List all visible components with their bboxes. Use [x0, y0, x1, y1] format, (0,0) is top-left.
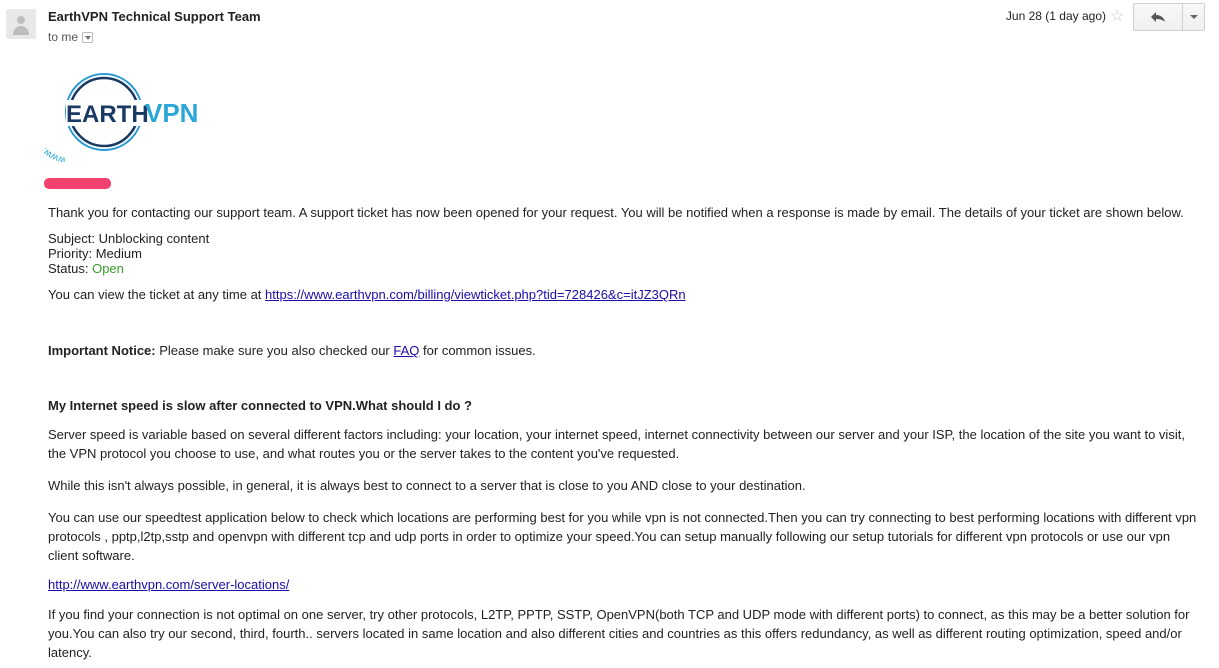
more-options-chevron-down-icon[interactable] [1183, 4, 1204, 30]
view-ticket-line: You can view the ticket at any time at https://www.earthvpn.com/billing/viewticket.php?tid=728426&c=itJZ3QRn [48, 287, 686, 302]
notice-label: Important Notice: [48, 343, 156, 358]
paragraph-close-server: While this isn't always possible, in general, it is always best to connect to a server that is close to you AND close to your destination. [48, 478, 806, 493]
logo-ring-text: ww [49, 150, 67, 162]
paragraph-speedtest: You can use our speedtest application below to check which locations are performing best for you while vpn is not connected.Then you can try connecting to best performing locations with different vpn protocols , pptp,l2tp,sstp and openvpn with different tcp and udp ports in order to optimize your speed.You can setup manually following our setup tutorials for different vpn protocols or use our vpn client software. [48, 510, 1197, 563]
priority-value: Medium [95, 246, 142, 261]
recipient-line [48, 30, 93, 44]
faq-link[interactable]: FAQ [393, 343, 420, 358]
server-locations-link[interactable]: http://www.earthvpn.com/server-locations/ [48, 577, 290, 592]
earthvpn-logo [44, 62, 204, 162]
intro-paragraph: Thank you for contacting our support team. A support ticket has now been opened for your request. You will be notified when a response is made by email. The details of your ticket are shown below. [48, 205, 1184, 220]
email-date: Jun 28 (1 day ago) [1005, 9, 1106, 23]
redaction-mark [44, 178, 111, 189]
svg-text:www.earthvpn.com [44, 88, 68, 162]
sender-avatar[interactable] [6, 9, 36, 39]
status-value: Open [92, 261, 124, 276]
reply-button[interactable] [1134, 4, 1183, 30]
important-notice: Important Notice: Please make sure you also checked our FAQ for common issues. [48, 343, 536, 358]
faq-heading: My Internet speed is slow after connected to VPN.What should I do ? [48, 398, 472, 413]
default-avatar-icon [17, 16, 25, 24]
status-line: Status: Open [48, 261, 124, 276]
subject-line: Subject: Unblocking content [48, 231, 210, 246]
sender-name[interactable]: EarthVPN Technical Support Team [48, 9, 261, 24]
show-details-dropdown-icon[interactable] [82, 32, 93, 43]
view-ticket-link[interactable]: https://www.earthvpn.com/billing/viewticket.php?tid=728426&c=itJZ3QRn [265, 287, 686, 302]
ticket-details [48, 231, 1198, 276]
logo-vpn-text: VPN [145, 98, 199, 128]
paragraph-speed-factors: Server speed is variable based on several different factors including: your location, your internet speed, internet connectivity between our server and your ISP, the location of the site you want to visit, the VPN protocol you choose to use, and what routes you or the server takes to the content you've requested. [48, 427, 1185, 461]
subject-value: Unblocking content [98, 231, 210, 246]
server-locations-line [48, 575, 1198, 594]
reply-arrow-icon [1150, 11, 1166, 23]
star-icon[interactable]: ☆ [1110, 8, 1125, 25]
priority-line: Priority: Medium [48, 246, 142, 261]
reply-button-group [1133, 3, 1205, 31]
email-body [48, 203, 1198, 662]
logo-earth-text: EARTH [66, 101, 149, 128]
paragraph-protocols: If you find your connection is not optimal on one server, try other protocols, L2TP, PPTP, SSTP, OpenVPN(both TCP and UDP mode with different ports) to connect, as this may be a better solution for you.You can also try our second, third, fourth.. servers located in same location and also different cities and countries as this offers redundancy, as well as different routing optimization, speed and/or latency. [48, 607, 1190, 660]
recipient-label: to me [48, 30, 79, 44]
